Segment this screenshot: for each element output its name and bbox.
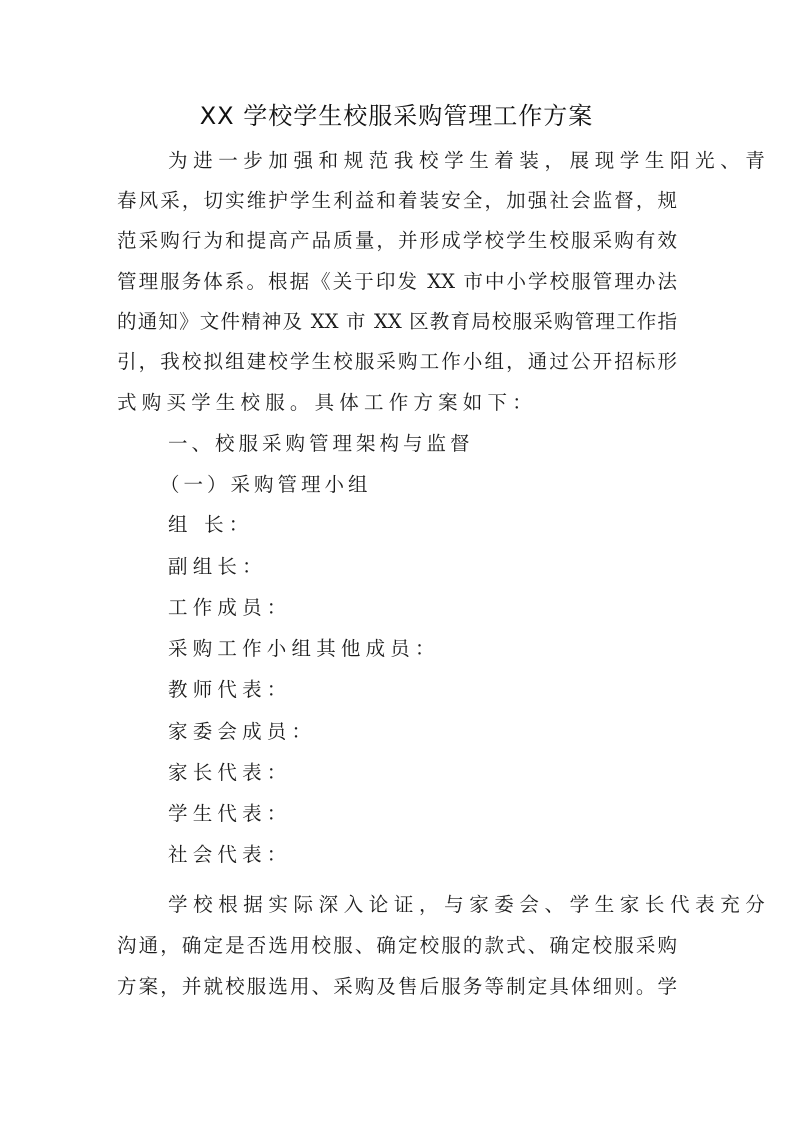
intro-paragraph-line-3: 范采购行为和提高产品质量，并形成学校学生校服采购有效 (117, 229, 677, 252)
field-parent-committee: 家委会成员： (168, 720, 317, 743)
intro-paragraph-line-5: 的通知》文件精神及 XX 市 XX 区教育局校服采购管理工作指 (117, 310, 677, 333)
intro-paragraph-line-6: 引，我校拟组建校学生校服采购工作小组，通过公开招标形 (117, 350, 677, 373)
intro-paragraph-line-7: 式购买学生校服。具体工作方案如下： (117, 391, 537, 414)
field-group-leader: 组 长： (168, 513, 254, 536)
field-working-members: 工作成员： (168, 596, 292, 619)
section-heading: 一、校服采购管理架构与监督 (168, 432, 474, 455)
field-parent-representative: 家长代表： (168, 761, 292, 784)
closing-paragraph-line-1: 学校根据实际深入论证，与家委会、学生家长代表充分 (168, 893, 771, 916)
field-other-members: 采购工作小组其他成员： (168, 637, 440, 660)
intro-paragraph-line-2: 春风采，切实维护学生利益和着装安全，加强社会监督，规 (117, 189, 677, 212)
field-student-representative: 学生代表： (168, 802, 292, 825)
intro-paragraph-line-4: 管理服务体系。根据《关于印发 XX 市中小学校服管理办法 (117, 270, 677, 293)
closing-paragraph-line-3: 方案，并就校服选用、采购及售后服务等制定具体细则。学 (117, 975, 677, 998)
document-title: XX 学校学生校服采购管理工作方案 (199, 102, 594, 130)
subsection-heading: （一）采购管理小组 (160, 473, 372, 496)
field-community-representative: 社会代表： (168, 843, 292, 866)
closing-paragraph-line-2: 沟通，确定是否选用校服、确定校服的款式、确定校服采购 (117, 934, 677, 957)
field-teacher-representative: 教师代表： (168, 678, 292, 701)
field-deputy-leader: 副组长： (168, 555, 267, 578)
intro-paragraph-line-1: 为进一步加强和规范我校学生着装，展现学生阳光、青 (168, 149, 771, 172)
